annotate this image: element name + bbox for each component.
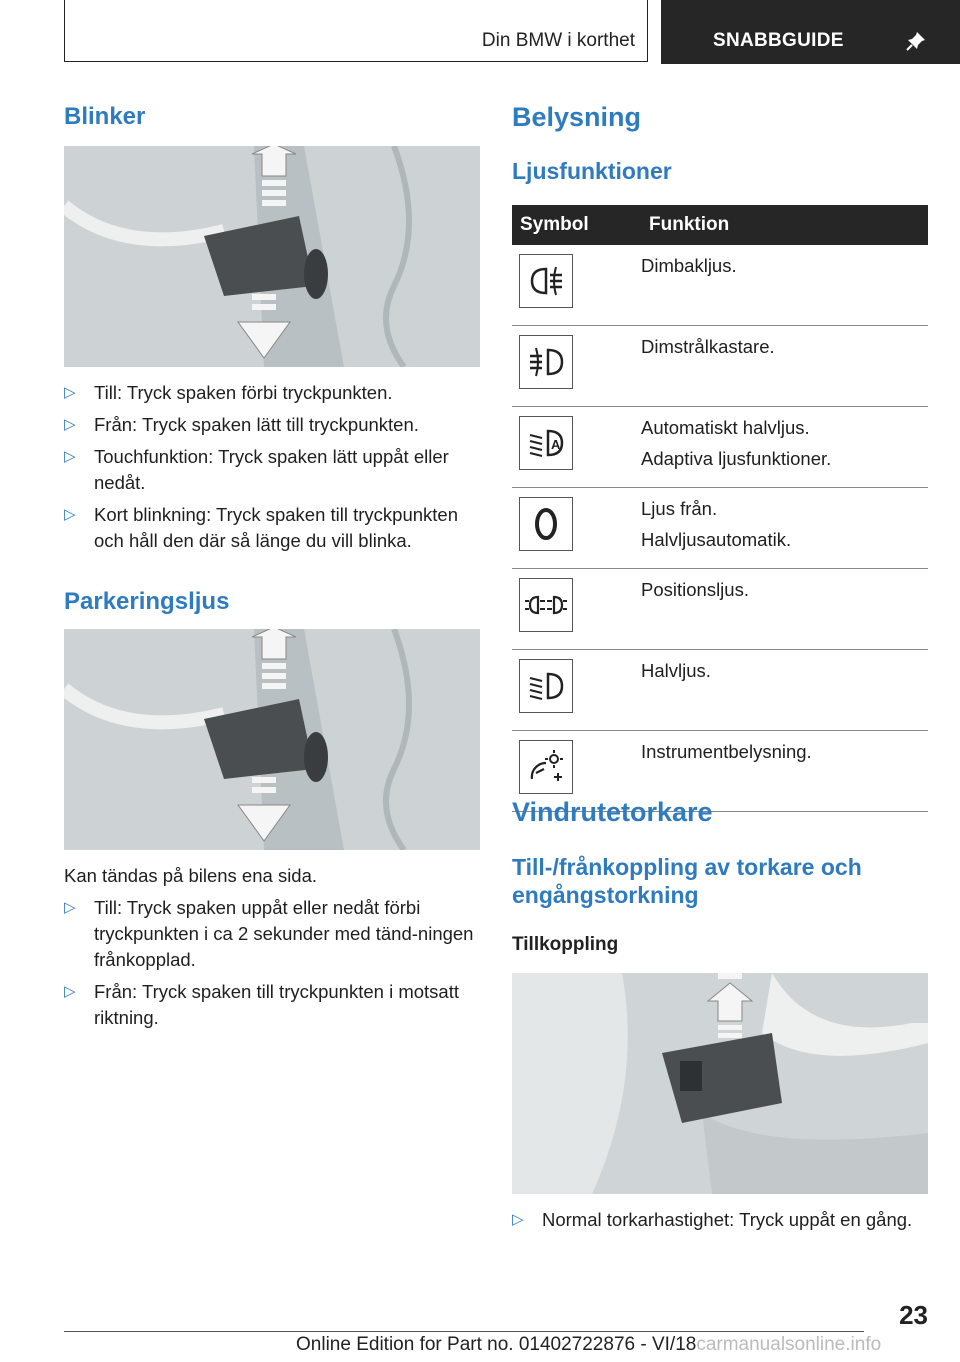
lighting-heading: Belysning [512,102,642,132]
table-row [512,569,928,650]
function-text: Instrumentbelysning. [641,741,812,762]
blinker-bullet-4: ▷ Kort blinkning: Tryck spaken till tryckpunkten och håll den där så länge du vill blinka. [64,504,458,551]
function-text: Ljus från. [641,498,718,519]
blinker-heading: Blinker [64,103,146,130]
light-functions-heading: Ljusfunktioner [512,158,672,184]
switch-on-heading: Tillkoppling [512,934,619,955]
function-text: Positionsljus. [641,579,749,600]
blinker-bullet-2: ▷ Från: Tryck spaken lätt till tryckpunkten. [64,414,419,435]
parking-bullet-2: ▷ Från: Tryck spaken till tryckpunkten i motsatt riktning. [64,981,459,1028]
low-beam-icon [519,659,573,713]
svg-text:A: A [551,437,561,452]
function-text: Halvljusautomatik. [641,529,792,550]
parking-bullet-1: ▷ Till: Tryck spaken uppåt eller nedåt förbi tryckpunkten i ca 2 sekunder med tänd-ningen frånkopplad. [64,897,474,970]
header-section-tab [64,0,648,62]
table-row [512,326,928,407]
function-text: Halvljus. [641,660,711,681]
table-row [512,488,928,569]
table-row [512,407,928,488]
function-text: Dimstrålkastare. [641,336,775,357]
rear-fog-light-icon [519,254,573,308]
table-row [512,245,928,326]
blinker-bullet-3: ▷ Touchfunktion: Tryck spaken lätt uppåt eller nedåt. [64,446,449,493]
col-symbol-header: Symbol [512,205,641,245]
header-section-title: Din BMW i korthet [481,30,635,51]
parking-heading: Parkeringsljus [64,588,230,615]
parking-lights-icon [519,578,573,632]
wiper-heading: Vindrutetorkare [512,797,713,827]
parking-stalk-image [64,629,480,850]
pushpin-icon [905,30,927,52]
header-guide-title: SNABBGUIDE [713,30,844,51]
instrument-lighting-icon [519,740,573,794]
page-number: 23 [899,1300,928,1330]
wiper-subheading: Till-/frånkoppling av torkare och engångstorkning [512,854,862,908]
function-text: Adaptiva ljusfunktioner. [641,448,832,469]
front-fog-light-icon [519,335,573,389]
footer-divider [64,1331,864,1332]
wiper-bullet-1: ▷ Normal torkarhastighet: Tryck uppåt en gång. [512,1209,913,1230]
footer-edition: Online Edition for Part no. 01402722876 - VI/18carmanualsonline.info [296,1334,882,1355]
lights-off-icon [519,497,573,551]
function-text: Automatiskt halvljus. [641,417,810,438]
parking-intro: Kan tändas på bilens ena sida. [64,865,318,886]
watermark: carmanualsonline.info [696,1334,882,1355]
table-row [512,650,928,731]
blinker-bullet-1: ▷ Till: Tryck spaken förbi tryckpunkten. [64,382,393,403]
auto-headlight-icon [519,416,573,470]
blinker-stalk-image [64,146,480,367]
light-functions-table [512,205,928,812]
function-text: Dimbakljus. [641,255,737,276]
header-guide-tab [661,0,960,64]
wiper-stalk-image [512,973,928,1194]
col-function-header: Funktion [641,205,928,245]
